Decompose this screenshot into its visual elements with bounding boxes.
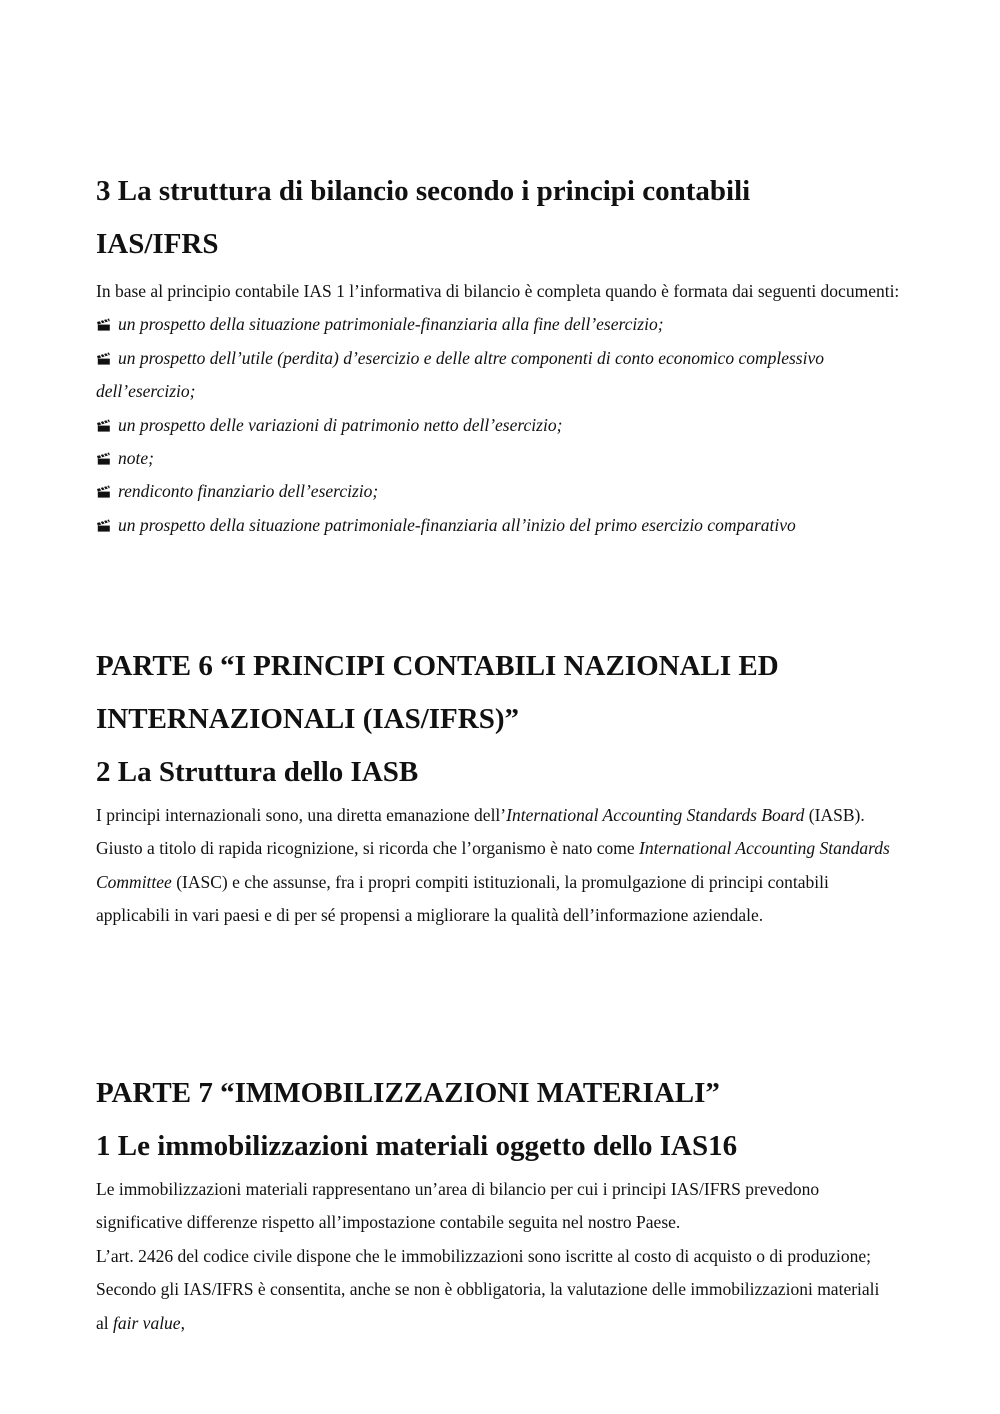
section-3-title-line-2: IAS/IFRS	[96, 228, 219, 260]
clapperboard-icon	[96, 475, 118, 508]
text-run: Giusto a titolo di rapida ricognizione, si ricorda che l’organismo è nato come	[96, 838, 639, 859]
clapperboard-icon	[96, 308, 118, 341]
section-3-document-list	[96, 308, 901, 542]
parte-6-title-line-2: INTERNAZIONALI (IAS/IFRS)”	[96, 703, 519, 735]
list-item-text: note;	[118, 448, 154, 469]
text-run: (IASB).	[804, 805, 865, 825]
italic-run: International Accounting Standards Board	[506, 805, 805, 825]
text-run: I principi internazionali sono, una diretta emanazione dell’	[96, 805, 507, 825]
section-3-body	[96, 275, 901, 542]
parte-6-paragraph-2	[96, 832, 891, 932]
list-item-text: rendiconto finanziario dell’esercizio;	[118, 481, 379, 502]
parte-6-title-line-1: PARTE 6 “I PRINCIPI CONTABILI NAZIONALI ED	[96, 650, 779, 682]
list-item-text: un prospetto della situazione patrimoniale-finanziaria all’inizio del primo esercizio comparativo	[118, 514, 796, 535]
parte-7-body	[96, 1173, 896, 1340]
parte-7-paragraph-3	[96, 1273, 896, 1340]
parte-7	[96, 1067, 906, 1173]
clapperboard-icon	[96, 509, 118, 542]
list-item	[96, 475, 901, 508]
list-item-text: un prospetto dell’utile (perdita) d’esercizio e delle altre componenti di conto economico complessivo dell’esercizio;	[96, 347, 824, 402]
parte-7-title: PARTE 7 “IMMOBILIZZAZIONI MATERIALI”	[96, 1077, 720, 1109]
list-item	[96, 308, 901, 341]
parte-7-subheading: 1 Le immobilizzazioni materiali oggetto dello IAS16	[96, 1130, 738, 1162]
list-item	[96, 442, 901, 475]
parte-6	[96, 640, 906, 799]
parte-6-paragraph-1	[96, 799, 891, 832]
list-item	[96, 409, 901, 442]
italic-run: International Accounting Standards Committee	[96, 838, 890, 892]
text-run: Secondo gli IAS/IFRS è consentita, anche se non è obbligatoria, la valutazione delle immobilizzazioni materiali al	[96, 1279, 880, 1333]
section-3-intro: In base al principio contabile IAS 1 l’informativa di bilancio è completa quando è formata dai seguenti documenti:	[96, 281, 900, 301]
italic-run: fair value	[113, 1312, 181, 1333]
parte-7-paragraph-1: Le immobilizzazioni materiali rappresentano un’area di bilancio per cui i principi IAS/IFRS prevedono significative differenze rispetto all’impostazione contabile seguita nel nostro Paese.	[96, 1179, 820, 1233]
list-item	[96, 342, 901, 409]
clapperboard-icon	[96, 409, 118, 442]
clapperboard-icon	[96, 442, 118, 475]
text-run: (IASC) e che assunse, fra i propri compiti istituzionali, la promulgazione di principi contabili applicabili in vari paesi e di per sé propensi a migliorare la qualità dell’informazione aziendale.	[96, 871, 829, 926]
text-run: ,	[180, 1312, 185, 1333]
parte-6-body	[96, 799, 891, 933]
list-item-text: un prospetto della situazione patrimoniale-finanziaria alla fine dell’esercizio;	[118, 314, 664, 335]
parte-6-subheading: 2 La Struttura dello IASB	[96, 756, 419, 788]
section-3-title-line-1: 3 La struttura di bilancio secondo i principi contabili	[96, 175, 751, 207]
list-item-text: un prospetto delle variazioni di patrimonio netto dell’esercizio;	[118, 414, 563, 435]
section-3	[96, 165, 906, 271]
parte-7-paragraph-2: L’art. 2426 del codice civile dispone che le immobilizzazioni sono iscritte al costo di acquisto o di produzione;	[96, 1245, 871, 1266]
clapperboard-icon	[96, 342, 118, 375]
list-item	[96, 509, 901, 542]
